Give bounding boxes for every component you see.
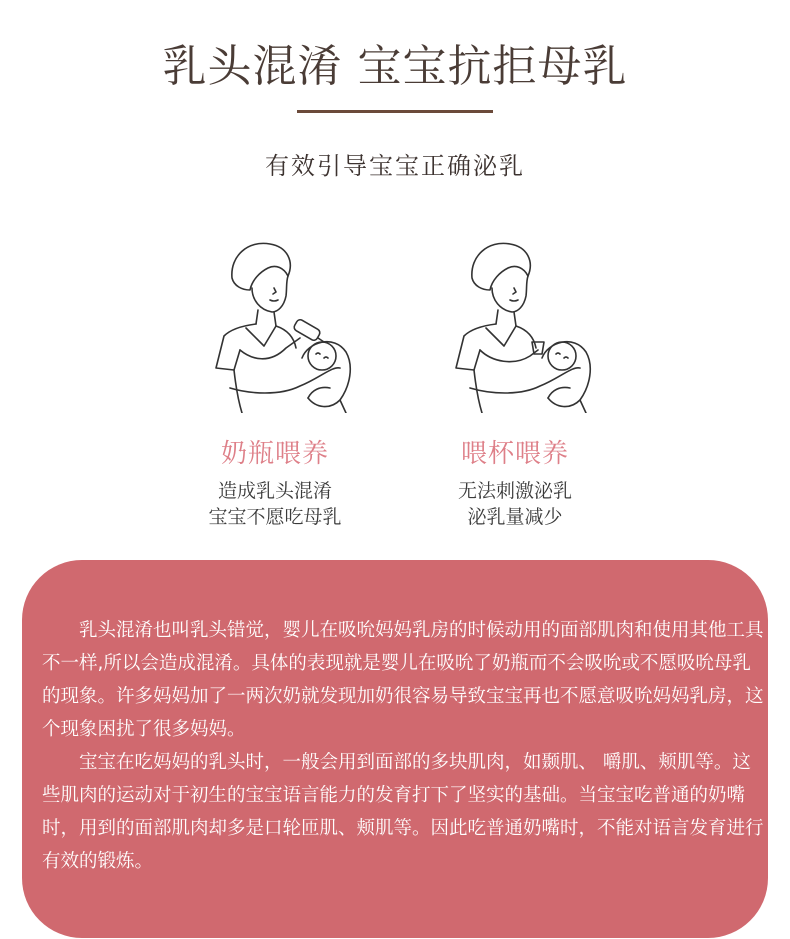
card-bottle-feeding <box>155 238 395 530</box>
bottle-feeding-line-2: 宝宝不愿吃母乳 <box>208 506 342 528</box>
page-title: 乳头混淆 宝宝抗拒母乳 <box>162 41 628 92</box>
cup-feeding-heading: 喂杯喂养 <box>460 439 569 469</box>
card-cup-feeding <box>395 238 635 530</box>
description-paragraph-2: 宝宝在吃妈妈的乳头时，一般会用到面部的多块肌肉，如颞肌、 嚼肌、颊肌等。这些肌肉的运动对于初生的宝宝语言能力的发育打下了坚实的基础。当宝宝吃普通的奶嘴时，用到的面部肌肉却多是口轮匝肌、颊肌等。因此吃普通奶嘴时，不能对语言发育进行有效的锻炼。 <box>42 752 764 872</box>
bottle-feeding-heading: 奶瓶喂养 <box>220 439 329 469</box>
bottle-feeding-line-1: 造成乳头混淆 <box>217 480 332 502</box>
cup-feeding-line-1: 无法刺激泌乳 <box>457 480 572 502</box>
mother-bottle-feeding-icon <box>190 238 360 413</box>
description-paragraph-1: 乳头混淆也叫乳头错觉，婴儿在吸吮妈妈乳房的时候动用的面部肌肉和使用其他工具不一样,所以会造成混淆。具体的表现就是婴儿在吸吮了奶瓶而不会吸吮或不愿吸吮母乳的现象。许多妈妈加了一两次奶就发现加奶很容易导致宝宝再也不愿意吸吮妈妈乳房，这个现象困扰了很多妈妈。 <box>42 620 764 740</box>
title-divider <box>297 110 493 113</box>
page-subtitle: 有效引导宝宝正确泌乳 <box>265 152 525 180</box>
cup-feeding-line-2: 泌乳量减少 <box>467 506 563 528</box>
description-panel <box>22 560 768 938</box>
mother-cup-feeding-icon <box>430 238 600 413</box>
